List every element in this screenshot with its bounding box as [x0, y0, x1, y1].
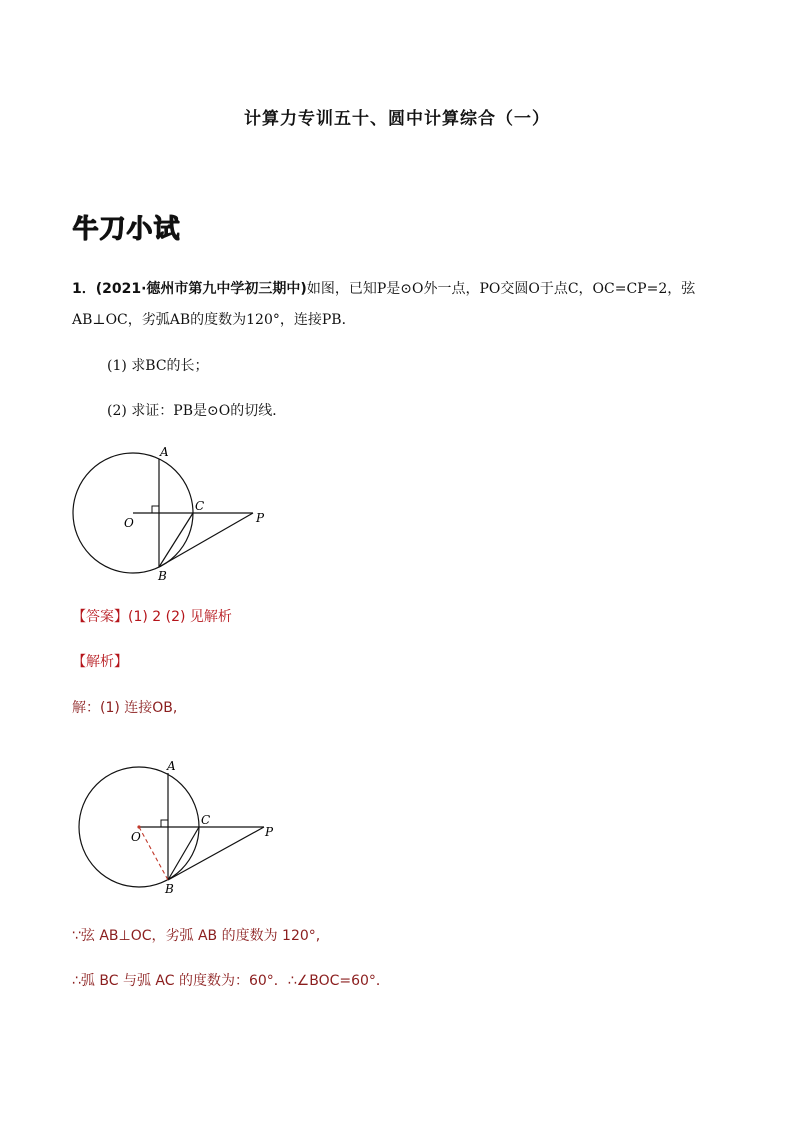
question-source: 1．(2021·德州市第九中学初三期中): [72, 281, 307, 297]
question-stem-1: 如图，已知P是⊙O外一点，PO交圆O于点C，OC=CP=2，弦: [306, 281, 696, 297]
label-b: B: [158, 569, 167, 583]
center-dot: [137, 825, 140, 828]
page-title: 计算力专训五十、圆中计算综合（一）: [244, 109, 550, 129]
answer-line: [72, 607, 232, 627]
question-part-1: (1) 求BC的长；: [107, 358, 209, 374]
label-p-2: P: [265, 825, 274, 839]
question-line-1: [72, 279, 695, 299]
label-b-2: B: [165, 882, 174, 896]
geometry-figure-2: [68, 752, 288, 902]
label-o: O: [124, 516, 134, 530]
analysis-label: 【解析】: [72, 654, 128, 670]
answer-label: 【答案】: [72, 609, 128, 625]
segment-bc: [159, 513, 193, 567]
label-c-2: C: [201, 813, 211, 827]
analysis-step-1: 解：(1) 连接OB,: [72, 700, 178, 716]
label-a-2: A: [167, 759, 176, 773]
label-o-2: O: [131, 830, 141, 844]
label-c: C: [195, 499, 205, 513]
label-a: A: [160, 445, 169, 459]
analysis-reason-2: ∴弧 BC 与弧 AC 的度数为：60°．∴∠BOC=60°．: [72, 973, 390, 989]
answer-text: (1) 2 (2) 见解析: [128, 609, 232, 625]
question-stem-2: AB⊥OC，劣弧AB的度数为120°，连接PB．: [72, 312, 356, 328]
right-angle-mark-2: [161, 820, 168, 827]
segment-pb-2: [168, 827, 264, 880]
label-p: P: [256, 511, 265, 525]
section-heading: 牛刀小试: [72, 214, 181, 244]
question-part-2: (2) 求证：PB是⊙O的切线．: [107, 403, 287, 419]
segment-pb: [159, 513, 253, 567]
analysis-reason-1: ∵弦 AB⊥OC，劣弧 AB 的度数为 120°,: [72, 928, 321, 944]
right-angle-mark: [152, 506, 159, 513]
geometry-figure-1: [60, 438, 280, 588]
segment-ob-dashed: [139, 827, 168, 880]
